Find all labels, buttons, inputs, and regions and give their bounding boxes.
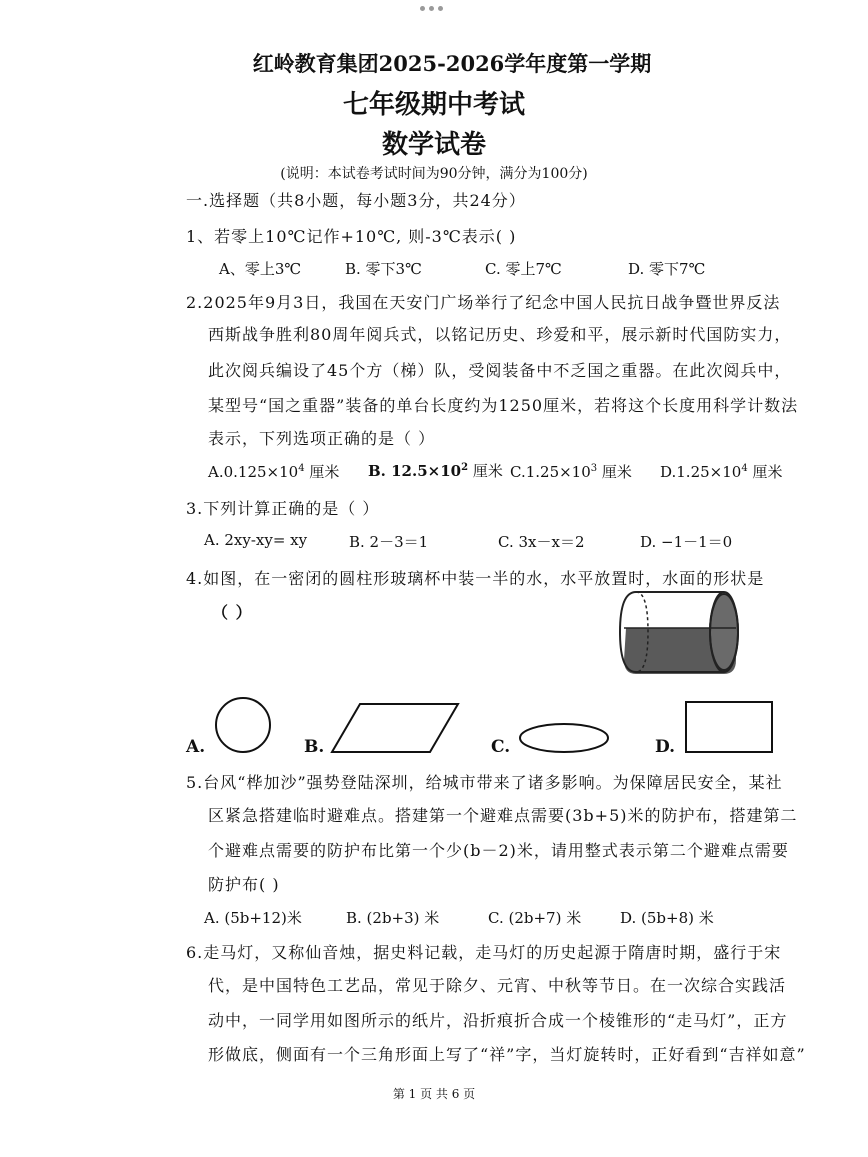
circle-shape-icon [214,696,272,754]
q2-option-d-unit: 厘米 [747,463,783,481]
q3-option-c: C. 3x－x＝2 [498,533,585,551]
q2-option-b-base: B. 12.5×10 [368,462,462,480]
subject-title: 数学试卷 [381,130,486,160]
q5-line-4: 防护布( ) [208,875,280,894]
q2-option-c-base: C.1.25×10 [510,463,591,481]
q3-option-b: B. 2－3＝1 [349,533,429,551]
q1-option-c: C. 零上7℃ [485,260,562,278]
q2-option-a [208,461,339,482]
q5-option-d: D. (5b+8) 米 [620,909,714,927]
q2-line-3: 此次阅兵编设了45个方（梯）队，受阅装备中不乏国之重器。在此次阅兵中， [208,361,792,380]
section-heading: 一.选择题（共8小题，每小题3分，共24分） [186,191,526,210]
q6-line-2: 代，是中国特色工艺品，常见于除夕、元宵、中秋等节日。在一次综合实践活 [208,976,787,995]
parallelogram-shape-icon [330,702,460,754]
q5-line-1: 5.台风“桦加沙”强势登陆深圳，给城市带来了诸多影响。为保障居民安全，某社 [186,773,783,792]
q3-option-a: A. 2xy-xy= xy [204,531,308,549]
top-drag-handle [420,6,443,11]
q1-stem: 1、若零上10℃记作+10℃, 则-3℃表示( ) [186,227,517,246]
q2-option-c [510,461,632,482]
q2-option-c-exp: 3 [590,463,598,474]
q3-option-d: D. −1－1＝0 [640,533,733,551]
q2-option-c-unit: 厘米 [597,463,632,481]
q3-stem: 3.下列计算正确的是（ ） [186,499,380,518]
ellipse-shape-icon [518,722,610,754]
q1-option-a: A、零上3℃ [219,260,302,278]
dot [429,6,434,11]
q5-option-b: B. (2b+3) 米 [346,909,440,927]
q4-label-b: B. [304,737,325,757]
dot [420,6,425,11]
q1-option-b: B. 零下3℃ [345,260,422,278]
q2-option-b-unit: 厘米 [468,462,503,480]
q5-line-2: 区紧急搭建临时避难点。搭建第一个避难点需要(3b+5)米的防护布，搭建第二 [208,806,798,825]
exam-title: 七年级期中考试 [342,90,525,120]
q2-option-d-base: D.1.25×10 [660,463,742,481]
q2-line-4: 某型号“国之重器”装备的单台长度约为1250厘米，若将这个长度用科学计数法 [208,396,799,415]
q4-label-c: C. [491,737,511,757]
q2-option-a-exp: 4 [298,463,305,474]
q2-option-b-exp: 2 [461,462,469,473]
cylinder-glass-figure [618,586,744,678]
q6-line-1: 6.走马灯，又称仙音烛，据史料记载，走马灯的历史起源于隋唐时期，盛行于宋 [186,943,782,962]
rectangle-shape-icon [684,700,774,754]
dot [438,6,443,11]
q5-line-3: 个避难点需要的防护布比第一个少(b－2)米，请用整式表示第二个避难点需要 [208,841,789,860]
exam-note: (说明：本试卷考试时间为90分钟，满分为100分) [280,166,588,182]
q1-option-d: D. 零下7℃ [628,260,706,278]
q6-line-4: 形做底，侧面有一个三角形面上写了“祥”字，当灯旋转时，正好看到“吉祥如意” [208,1045,806,1064]
q4-stem: 4.如图，在一密闭的圆柱形玻璃杯中装一半的水，水平放置时，水面的形状是 [186,569,765,588]
q2-option-a-unit: 厘米 [304,463,340,481]
page-footer: 第 1 页 共 6 页 [392,1087,476,1101]
q2-line-5: 表示，下列选项正确的是（ ） [208,429,436,448]
q4-label-a: A. [186,737,206,757]
school-term-title: 红岭教育集团2025-2026学年度第一学期 [252,51,652,76]
q4-label-d: D. [655,737,676,757]
q2-option-d [660,461,782,482]
q5-option-c: C. (2b+7) 米 [488,909,582,927]
q5-option-a: A. (5b+12)米 [204,909,302,927]
q4-answer-paren: （ ） [212,603,253,622]
q2-option-d-exp: 4 [741,463,748,474]
q2-option-a-base: A.0.125×10 [208,463,299,481]
q6-line-3: 动中，一同学用如图所示的纸片，沿折痕折合成一个棱锥形的“走马灯”，正方 [208,1011,788,1030]
q2-line-2: 西斯战争胜利80周年阅兵式，以铭记历史、珍爱和平，展示新时代国防实力， [208,325,792,344]
q2-option-b [368,460,503,481]
q2-line-1: 2.2025年9月3日，我国在天安门广场举行了纪念中国人民抗日战争暨世界反法 [186,293,781,312]
